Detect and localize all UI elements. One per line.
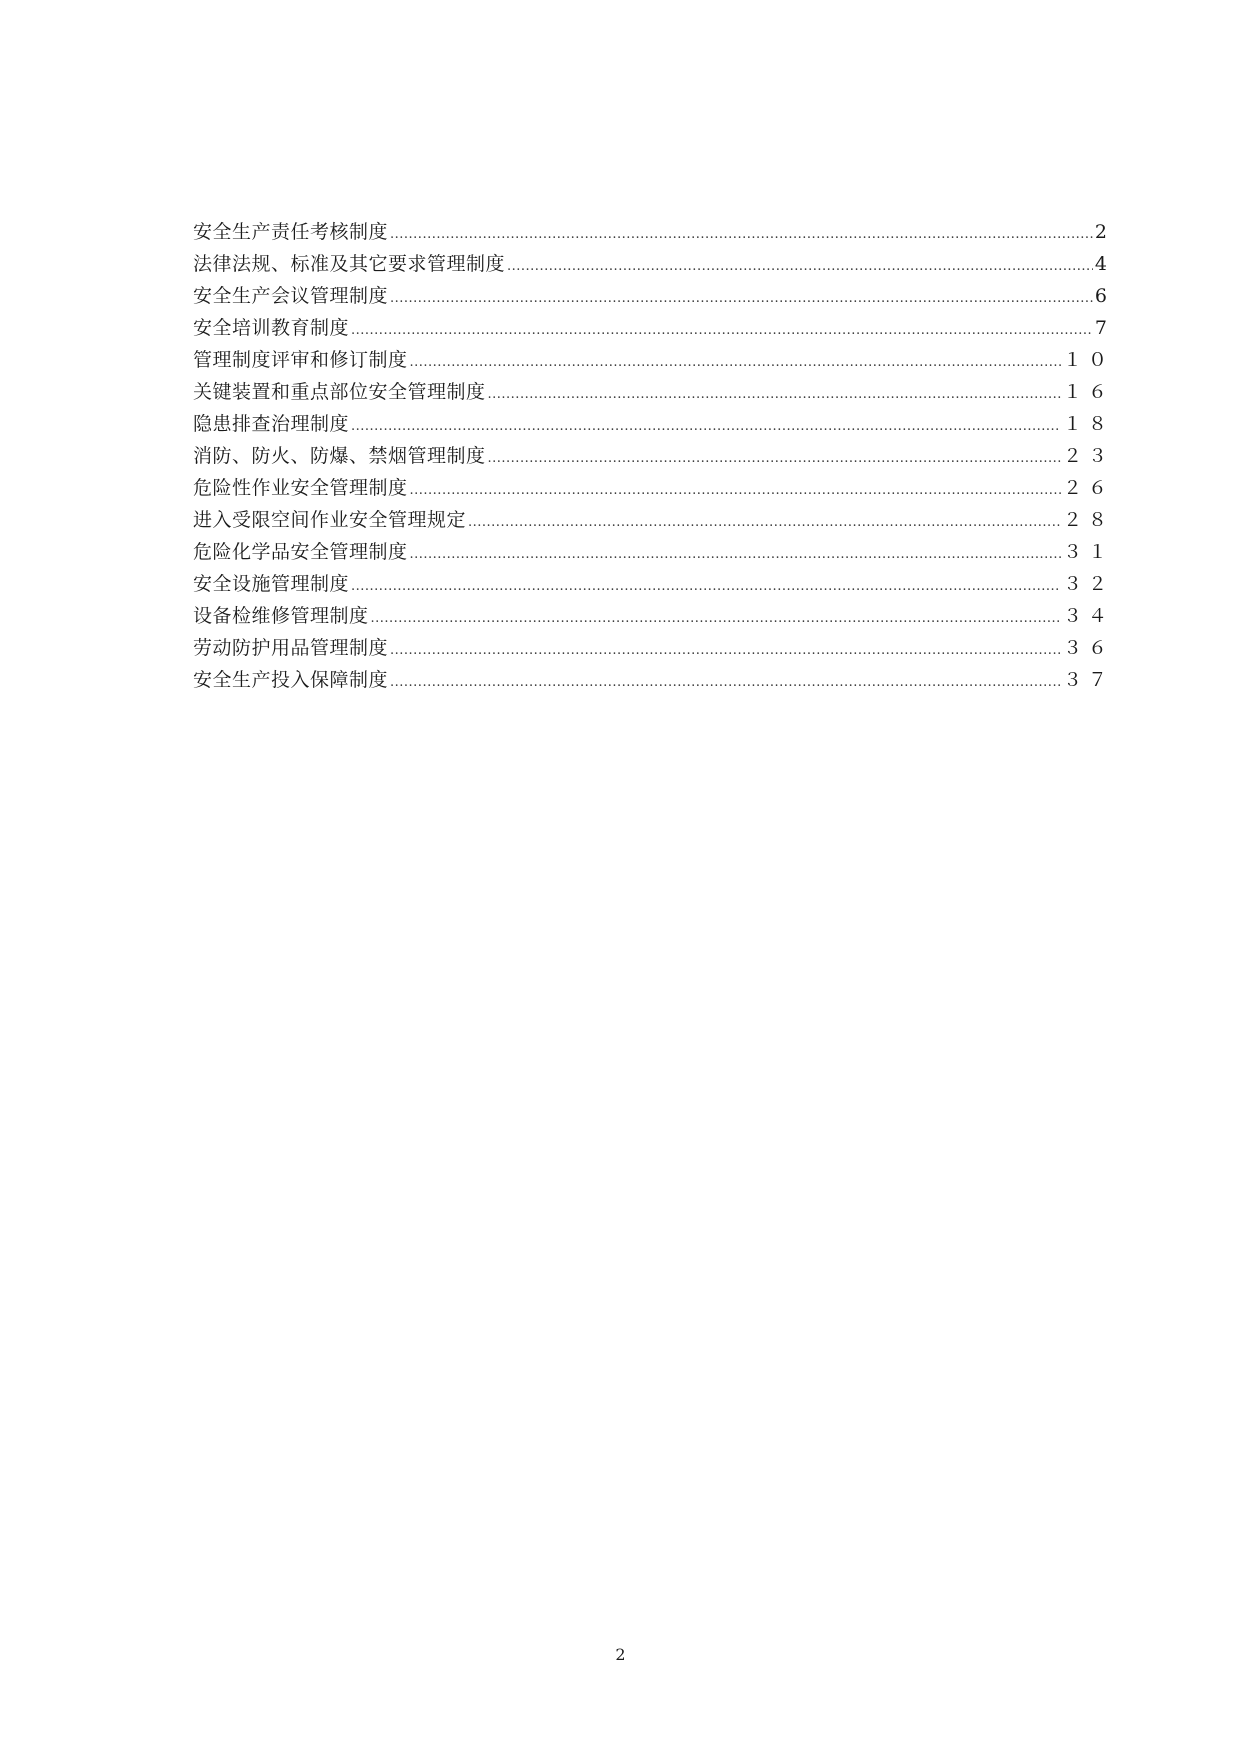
toc-entry[interactable] <box>193 280 1113 312</box>
toc-entry[interactable] <box>193 248 1113 280</box>
toc-dot-leader <box>410 475 1061 507</box>
toc-entry-page: ２６ <box>1062 477 1113 499</box>
toc-entry-title: 安全设施管理制度 <box>193 573 350 595</box>
table-of-contents <box>193 216 1113 696</box>
toc-entry-page: 4 <box>1094 253 1113 275</box>
toc-entry-page: 6 <box>1094 285 1113 307</box>
toc-entry[interactable] <box>193 216 1113 248</box>
toc-dot-leader <box>390 635 1061 667</box>
toc-dot-leader <box>351 315 1093 347</box>
toc-entry[interactable] <box>193 312 1113 344</box>
toc-entry[interactable] <box>193 472 1113 504</box>
toc-dot-leader <box>351 571 1061 603</box>
toc-entry[interactable] <box>193 344 1113 376</box>
toc-entry-title: 隐患排查治理制度 <box>193 413 350 435</box>
toc-entry-page: 7 <box>1094 317 1113 339</box>
toc-entry[interactable] <box>193 408 1113 440</box>
toc-entry[interactable] <box>193 536 1113 568</box>
toc-entry-title: 危险化学品安全管理制度 <box>193 541 408 563</box>
toc-dot-leader <box>507 251 1093 283</box>
toc-entry[interactable] <box>193 504 1113 536</box>
toc-entry[interactable] <box>193 632 1113 664</box>
toc-dot-leader <box>390 219 1093 251</box>
toc-entry-page: 2 <box>1094 221 1113 243</box>
toc-entry[interactable] <box>193 664 1113 696</box>
toc-entry-title: 安全培训教育制度 <box>193 317 350 339</box>
toc-entry-title: 法律法规、标准及其它要求管理制度 <box>193 253 506 275</box>
toc-entry-page: ３４ <box>1062 605 1113 627</box>
toc-entry-page: ３１ <box>1062 541 1113 563</box>
toc-entry-title: 设备检维修管理制度 <box>193 605 369 627</box>
toc-dot-leader <box>371 603 1061 635</box>
toc-entry-title: 危险性作业安全管理制度 <box>193 477 408 499</box>
toc-dot-leader <box>468 507 1061 539</box>
toc-entry-page: ３７ <box>1062 669 1113 691</box>
toc-entry-title: 劳动防护用品管理制度 <box>193 637 389 659</box>
toc-entry-page: ３２ <box>1062 573 1113 595</box>
toc-entry-page: ２３ <box>1062 445 1113 467</box>
toc-entry-page: ３６ <box>1062 637 1113 659</box>
toc-entry[interactable] <box>193 600 1113 632</box>
toc-dot-leader <box>488 443 1061 475</box>
toc-dot-leader <box>488 379 1061 411</box>
toc-entry-page: １０ <box>1062 349 1113 371</box>
toc-dot-leader <box>410 347 1061 379</box>
toc-entry[interactable] <box>193 440 1113 472</box>
toc-entry-title: 安全生产会议管理制度 <box>193 285 389 307</box>
toc-entry[interactable] <box>193 376 1113 408</box>
toc-entry-title: 安全生产投入保障制度 <box>193 669 389 691</box>
toc-dot-leader <box>390 283 1093 315</box>
toc-entry-title: 消防、防火、防爆、禁烟管理制度 <box>193 445 486 467</box>
toc-entry-title: 管理制度评审和修订制度 <box>193 349 408 371</box>
toc-dot-leader <box>351 411 1061 443</box>
toc-entry-title: 关键装置和重点部位安全管理制度 <box>193 381 486 403</box>
toc-entry-page: ２８ <box>1062 509 1113 531</box>
toc-entry[interactable] <box>193 568 1113 600</box>
toc-entry-title: 进入受限空间作业安全管理规定 <box>193 509 467 531</box>
toc-dot-leader <box>410 539 1061 571</box>
toc-entry-page: １６ <box>1062 381 1113 403</box>
toc-dot-leader <box>390 667 1061 699</box>
toc-entry-title: 安全生产责任考核制度 <box>193 221 389 243</box>
page-number: 2 <box>615 1645 626 1664</box>
toc-entry-page: １８ <box>1062 413 1113 435</box>
